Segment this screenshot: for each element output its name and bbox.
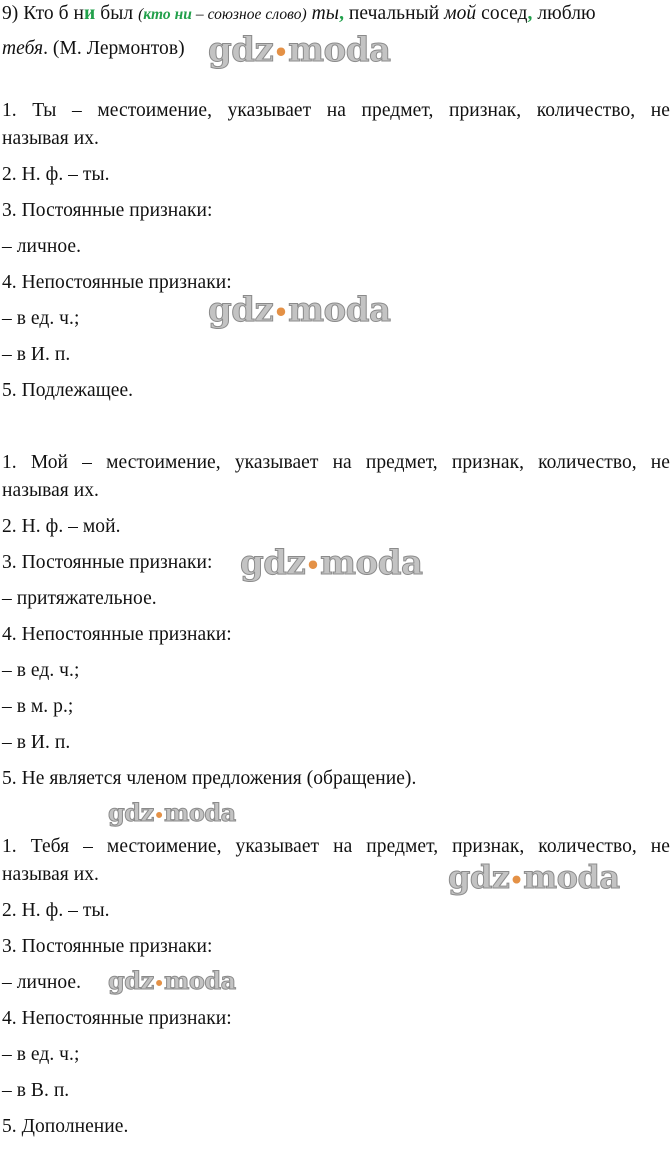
watermark-part: moda [163, 798, 236, 827]
block1-line: – в И. п. [2, 344, 71, 365]
watermark [448, 858, 620, 896]
highlight-letter: и [84, 3, 96, 24]
watermark-part: moda [288, 290, 391, 330]
watermark [108, 798, 236, 827]
word-tebya: тебя [2, 38, 44, 59]
block2-line: 3. Постоянные признаки: [2, 552, 213, 573]
block3-line: – в ед. ч.; [2, 1044, 80, 1065]
watermark [240, 543, 423, 583]
watermark-dot-icon: • [509, 868, 524, 894]
note-text: – союзное слово) [191, 6, 307, 23]
watermark-part: gdz [108, 798, 154, 827]
block2-line: 4. Непостоянные признаки: [2, 624, 232, 645]
watermark-dot-icon: • [273, 299, 289, 327]
block1-line: – личное. [2, 236, 82, 257]
block2-line: – в м. р.; [2, 696, 74, 717]
watermark-part: moda [523, 858, 620, 896]
watermark [208, 30, 391, 70]
block3-line: – личное. [2, 972, 82, 993]
watermark [208, 290, 391, 330]
watermark-part: gdz [208, 30, 274, 70]
block1-line: 2. Н. ф. – ты. [2, 164, 110, 185]
intro-author: . (М. Лермонтов) [43, 38, 185, 59]
watermark-part: moda [320, 543, 423, 583]
block2-line: – в ед. ч.; [2, 660, 80, 681]
block2-line: – притяжательное. [2, 588, 157, 609]
block1-line: 5. Подлежащее. [2, 380, 134, 401]
block1-line: 4. Непостоянные признаки: [2, 272, 232, 293]
watermark-part: gdz [448, 858, 510, 896]
note-paren: ( [138, 6, 144, 23]
watermark-part: gdz [108, 966, 154, 995]
block2-line: – в И. п. [2, 732, 71, 753]
block3-line: 5. Дополнение. [2, 1116, 129, 1137]
watermark [108, 966, 236, 995]
intro-text: печальный [344, 3, 445, 24]
block2-line: 1. Мой – местоимение, указывает на предмет, признак, количество, не [2, 452, 670, 473]
intro-line-1 [2, 2, 670, 27]
block2-line: 2. Н. ф. – мой. [2, 516, 121, 537]
intro-text: сосед [476, 3, 528, 24]
comma-mark: , [339, 3, 344, 24]
block1-line: 3. Постоянные признаки: [2, 200, 213, 221]
block3-line: 1. Тебя – местоимение, указывает на предмет, признак, количество, не [2, 836, 670, 857]
block2-line: называя их. [2, 480, 99, 501]
watermark-dot-icon: • [153, 805, 164, 825]
block1-line: 1. Ты – местоимение, указывает на предмет, признак, количество, не [2, 100, 670, 121]
word-ty: ты [306, 3, 340, 24]
block1-line: называя их. [2, 128, 99, 149]
word-moy: мой [444, 3, 477, 24]
intro-text: был [95, 3, 139, 24]
note-highlight: кто ни [143, 6, 192, 23]
block2-line: 5. Не является членом предложения (обращение). [2, 768, 417, 789]
watermark-dot-icon: • [273, 39, 289, 67]
block3-line: называя их. [2, 864, 99, 885]
watermark-dot-icon: • [305, 552, 321, 580]
watermark-part: moda [288, 30, 391, 70]
comma-mark: , [527, 3, 533, 24]
watermark-dot-icon: • [153, 973, 164, 993]
watermark-part: gdz [240, 543, 306, 583]
watermark-part: gdz [208, 290, 274, 330]
intro-text: люблю [532, 3, 596, 24]
intro-text: 9) Кто б н [2, 3, 85, 24]
block3-line: 4. Непостоянные признаки: [2, 1008, 232, 1029]
block3-line: 3. Постоянные признаки: [2, 936, 213, 957]
watermark-part: moda [163, 966, 236, 995]
block1-line: – в ед. ч.; [2, 308, 80, 329]
block3-line: – в В. п. [2, 1080, 70, 1101]
block3-line: 2. Н. ф. – ты. [2, 900, 110, 921]
